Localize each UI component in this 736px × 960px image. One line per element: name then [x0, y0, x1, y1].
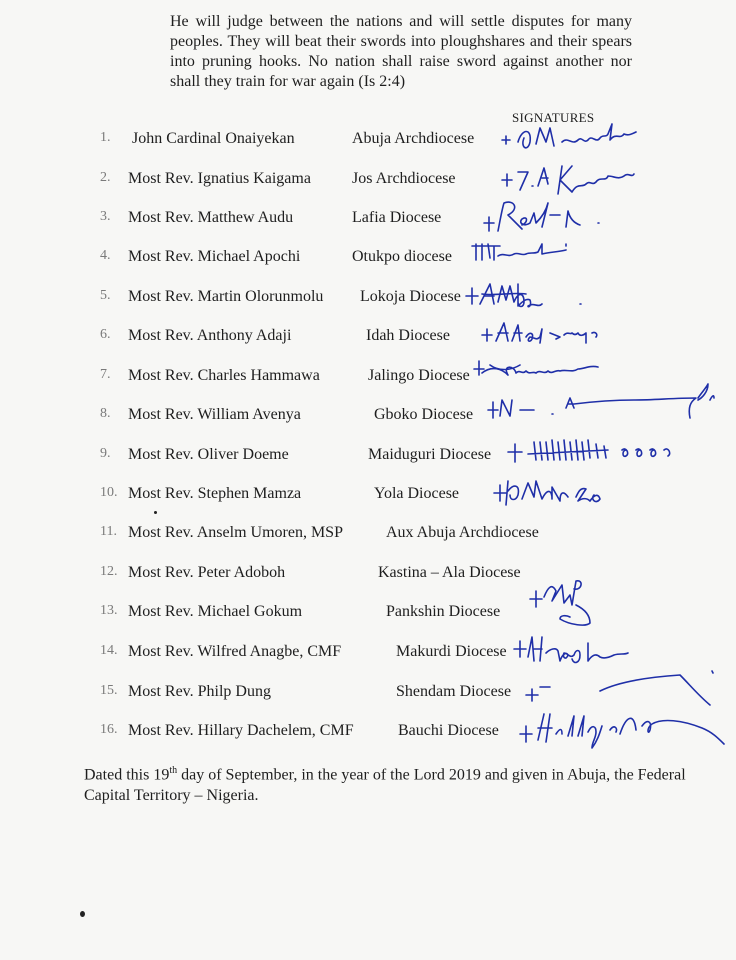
- signatory-name: Most Rev. Ignatius Kaigama: [128, 170, 311, 187]
- diocese: Lokoja Diocese: [360, 288, 461, 305]
- diocese: Lafia Diocese: [352, 209, 442, 226]
- signatures-header: SIGNATURES: [512, 110, 595, 125]
- signatory-row: [0, 406, 736, 430]
- signatory-name: Most Rev. Anthony Adaji: [128, 327, 292, 344]
- signature-mark: [526, 575, 646, 631]
- ink-mark: [154, 511, 157, 514]
- row-number: 5.: [100, 288, 111, 303]
- row-number: 2.: [100, 170, 111, 185]
- signature-mark: [516, 704, 728, 754]
- signature-mark: [490, 471, 630, 511]
- row-number: 11.: [100, 524, 117, 539]
- diocese: Otukpo diocese: [352, 248, 452, 265]
- diocese: Abuja Archdiocese: [352, 130, 475, 147]
- row-number: 10.: [100, 485, 118, 500]
- diocese: Makurdi Diocese: [396, 643, 507, 660]
- signatory-name: Most Rev. Martin Olorunmolu: [128, 288, 324, 305]
- diocese: Idah Diocese: [366, 327, 450, 344]
- signature-mark: [478, 195, 628, 239]
- signatory-name: Most Rev. Michael Apochi: [128, 248, 301, 265]
- signatory-name: Most Rev. Michael Gokum: [128, 603, 303, 620]
- signatory-row: [0, 524, 736, 548]
- diocese: Pankshin Diocese: [386, 603, 501, 620]
- diocese: Shendam Diocese: [396, 683, 512, 700]
- row-number: 16.: [100, 722, 118, 737]
- row-number: 15.: [100, 683, 118, 698]
- signatory-name: Most Rev. Oliver Doeme: [128, 446, 289, 463]
- signature-mark: [462, 274, 602, 314]
- signatory-row: [0, 485, 736, 509]
- signature-mark: [496, 120, 716, 156]
- signatory-name: John Cardinal Onaiyekan: [132, 130, 295, 147]
- dated-suffix: th: [169, 765, 178, 776]
- diocese: Gboko Diocese: [374, 406, 474, 423]
- row-number: 12.: [100, 564, 118, 579]
- ink-mark: [80, 911, 85, 917]
- signatory-row: [0, 130, 736, 154]
- row-number: 3.: [100, 209, 111, 224]
- signatory-row: [0, 327, 736, 351]
- row-number: 7.: [100, 367, 111, 382]
- diocese: Maiduguri Diocese: [368, 446, 492, 463]
- row-number: 4.: [100, 248, 111, 263]
- signatory-name: Most Rev. Peter Adoboh: [128, 564, 286, 581]
- row-number: 8.: [100, 406, 111, 421]
- signatory-name: Most Rev. Matthew Audu: [128, 209, 294, 226]
- row-number: 1.: [100, 130, 111, 145]
- signatory-name: Most Rev. Hillary Dachelem, CMF: [128, 722, 354, 739]
- signature-mark: [498, 156, 678, 196]
- diocese: Yola Diocese: [374, 485, 460, 502]
- diocese: Jalingo Diocese: [368, 367, 470, 384]
- row-number: 9.: [100, 446, 111, 461]
- row-number: 14.: [100, 643, 118, 658]
- signatory-row: [0, 209, 736, 233]
- signatory-row: [0, 603, 736, 627]
- signatory-name: Most Rev. William Avenya: [128, 406, 301, 423]
- dated-statement: [84, 760, 694, 806]
- signatory-row: [0, 288, 736, 312]
- row-number: 6.: [100, 327, 111, 342]
- signature-mark: [510, 629, 650, 669]
- dated-text-start: Dated this 19: [84, 766, 170, 784]
- diocese: Bauchi Diocese: [398, 722, 499, 739]
- signatory-row: [0, 722, 736, 746]
- signatory-name: Most Rev. Wilfred Anagbe, CMF: [128, 643, 342, 660]
- signatory-name: Most Rev. Anselm Umoren, MSP: [128, 524, 343, 541]
- signature-mark: [484, 380, 724, 430]
- signatory-row: [0, 643, 736, 667]
- signatory-row: [0, 170, 736, 194]
- signature-mark: [504, 430, 684, 470]
- dated-text-end: day of September, in the year of the Lord 2019 and given in Abuja, the Federal Capital Territory – Nigeria.: [84, 766, 686, 805]
- signature-mark: [478, 317, 618, 351]
- signatory-row: [0, 248, 736, 272]
- signatory-name: Most Rev. Stephen Mamza: [128, 485, 302, 502]
- signatory-name: Most Rev. Philp Dung: [128, 683, 271, 700]
- scripture-verse: He will judge between the nations and will settle disputes for many peoples. They will beat their swords into ploughshares and their spears into pruning hooks. No nation shall raise sword against another nor shall they train for war again (Is 2:4): [170, 13, 632, 90]
- diocese: Kastina – Ala Diocese: [378, 564, 521, 581]
- signature-mark: [470, 238, 600, 268]
- row-number: 13.: [100, 603, 118, 618]
- diocese: Jos Archdiocese: [352, 170, 456, 187]
- signatory-row: [0, 446, 736, 470]
- diocese: Aux Abuja Archdiocese: [386, 524, 539, 541]
- signatory-name: Most Rev. Charles Hammawa: [128, 367, 320, 384]
